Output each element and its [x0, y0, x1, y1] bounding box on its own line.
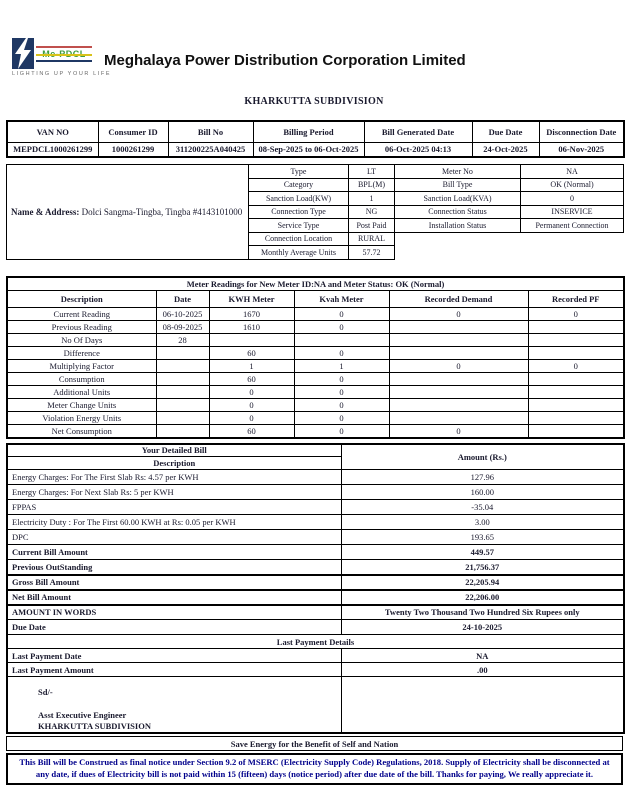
charge-desc: Electricity Duty : For The First 60.00 KWH at Rs: 0.05 per KWH [7, 515, 341, 530]
detail-label: Meter No [395, 165, 521, 179]
cell: 08-09-2025 [156, 321, 209, 334]
table-row [7, 142, 624, 157]
meter-table-title-row [7, 277, 624, 291]
detail-value: BPL(M) [349, 178, 395, 192]
cell: 0 [294, 412, 389, 425]
table-row [7, 321, 624, 334]
last-payment-date-label: Last Payment Date [7, 649, 341, 663]
detail-value: INSERVICE [521, 205, 624, 219]
detail-label: Monthly Average Units [249, 246, 349, 260]
cell [294, 334, 389, 347]
cell: 0 [294, 386, 389, 399]
charge-desc: Energy Charges: For The First Slab Rs: 4.57 per KWH [7, 470, 341, 485]
total-row [7, 545, 624, 560]
cell: 0 [389, 360, 528, 373]
table-row [7, 373, 624, 386]
col-header: Kvah Meter [294, 291, 389, 308]
col-header: Consumer ID [98, 121, 168, 142]
bill-generated-date: 06-Oct-2025 04:13 [364, 142, 472, 157]
cell: 0 [389, 425, 528, 438]
signature-block [7, 677, 341, 734]
detail-label: Category [249, 178, 349, 192]
detail-label: Service Type [249, 219, 349, 233]
cell [156, 373, 209, 386]
table-header-row [7, 121, 624, 142]
table-row [7, 399, 624, 412]
col-header: Date [156, 291, 209, 308]
cell [389, 386, 528, 399]
detail-label: Sanction Load(KW) [249, 192, 349, 206]
cell: 1610 [209, 321, 294, 334]
cell [528, 399, 624, 412]
detail-label: Connection Type [249, 205, 349, 219]
last-payment-title-row [7, 635, 624, 649]
empty-cell [395, 246, 624, 260]
description-header: Description [7, 457, 341, 470]
detail-value: RURAL [349, 232, 395, 246]
cell: No Of Days [7, 334, 156, 347]
detail-value: 0 [521, 192, 624, 206]
detail-value: LT [349, 165, 395, 179]
logo-strike-line [36, 54, 92, 56]
cell [156, 347, 209, 360]
name-address-label: Name & Address: [11, 206, 80, 217]
total-row [7, 605, 624, 620]
cell: 0 [294, 308, 389, 321]
cell [389, 334, 528, 347]
amount-header: Amount (Rs.) [341, 444, 624, 470]
empty-cell [341, 677, 624, 734]
consumer-id: 1000261299 [98, 142, 168, 157]
amount-in-words-value: Twenty Two Thousand Two Hundred Six Rupees only [341, 605, 624, 620]
table-header-row [7, 291, 624, 308]
total-label: Previous OutStanding [7, 560, 341, 575]
billing-period: 08-Sep-2025 to 06-Oct-2025 [253, 142, 364, 157]
cell: Multiplying Factor [7, 360, 156, 373]
due-date-value: 24-10-2025 [341, 620, 624, 635]
cell [528, 386, 624, 399]
cell: 60 [209, 425, 294, 438]
col-header: Due Date [472, 121, 539, 142]
detail-label: Connection Location [249, 232, 349, 246]
bill-title: Your Detailed Bill [7, 444, 341, 457]
cell [389, 412, 528, 425]
total-amount: 22,206.00 [341, 590, 624, 605]
detail-value: Post Paid [349, 219, 395, 233]
charge-amount: -35.04 [341, 500, 624, 515]
total-label: Net Bill Amount [7, 590, 341, 605]
cell: 1 [209, 360, 294, 373]
bill-info-table [6, 120, 625, 158]
total-label: Current Bill Amount [7, 545, 341, 560]
empty-cell [395, 232, 624, 246]
cell: Consumption [7, 373, 156, 386]
total-row [7, 560, 624, 575]
charge-row [7, 500, 624, 515]
company-name: Meghalaya Power Distribution Corporation Limited [104, 52, 466, 69]
col-header: Bill Generated Date [364, 121, 472, 142]
connection-details-table [6, 164, 624, 260]
table-row [7, 165, 624, 179]
cell: Current Reading [7, 308, 156, 321]
col-header: Bill No [168, 121, 253, 142]
table-row [7, 412, 624, 425]
cell: 0 [294, 321, 389, 334]
detail-value: 57.72 [349, 246, 395, 260]
save-energy-text: Save Energy for the Benefit of Self and Nation [230, 738, 399, 749]
table-row [7, 347, 624, 360]
signature-office: KHARKUTTA SUBDIVISION [38, 721, 151, 732]
cell [156, 425, 209, 438]
logo-bottom-line [36, 60, 92, 62]
cell: 60 [209, 373, 294, 386]
cell [156, 360, 209, 373]
table-row [7, 334, 624, 347]
total-amount: 21,756.37 [341, 560, 624, 575]
due-date-label: Due Date [7, 620, 341, 635]
charge-amount: 3.00 [341, 515, 624, 530]
amount-in-words-label: AMOUNT IN WORDS [7, 605, 341, 620]
total-amount: 449.57 [341, 545, 624, 560]
subdivision-title: KHARKUTTA SUBDIVISION [244, 96, 384, 107]
signature-sd: Sd/- [38, 687, 53, 697]
charge-amount: 193.65 [341, 530, 624, 545]
name-address-cell [7, 165, 249, 260]
cell [156, 399, 209, 412]
cell [389, 399, 528, 412]
cell: 0 [389, 308, 528, 321]
cell [389, 373, 528, 386]
detail-label: Installation Status [395, 219, 521, 233]
cell: 0 [294, 373, 389, 386]
cell: Additional Units [7, 386, 156, 399]
cell [528, 334, 624, 347]
logo-tagline: LIGHTING UP YOUR LIFE [12, 71, 112, 77]
final-notice-text: This Bill will be Construed as final notice under Section 9.2 of MSERC (Electricity Supply Code) Regulations, 2018. Supply of Electricity shall be disconnected at any date, if dues of Electricity bill is not paid within 15 (fifteen) days (notice period) after due date of the bill. Thanks for paying, We really appreciate it. [19, 757, 610, 779]
document-header [12, 38, 623, 77]
charge-row [7, 470, 624, 485]
cell [389, 321, 528, 334]
cell [528, 347, 624, 360]
cell: 1670 [209, 308, 294, 321]
cell: 0 [294, 425, 389, 438]
signature-spacer [38, 698, 341, 710]
last-payment-row [7, 663, 624, 677]
detail-value: OK (Normal) [521, 178, 624, 192]
meter-table-title: Meter Readings for New Meter ID:NA and Meter Status: OK (Normal) [7, 277, 624, 291]
detail-label: Type [249, 165, 349, 179]
last-payment-row [7, 649, 624, 663]
bill-no: 311200225A040425 [168, 142, 253, 157]
cell [389, 347, 528, 360]
detail-value: Permanent Connection [521, 219, 624, 233]
last-payment-title: Last Payment Details [7, 635, 624, 649]
col-header: Recorded Demand [389, 291, 528, 308]
last-payment-date-value: NA [341, 649, 624, 663]
cell [156, 386, 209, 399]
col-header: Billing Period [253, 121, 364, 142]
signature-row [7, 677, 624, 734]
meter-readings-table [6, 276, 625, 439]
signature-role: Asst Executive Engineer [38, 710, 127, 721]
detail-label: Sanction Load(KVA) [395, 192, 521, 206]
charge-row [7, 530, 624, 545]
name-address-value: Dolci Sangma-Tingba, Tingba #4143101000 [79, 206, 243, 217]
disconnection-date: 06-Nov-2025 [539, 142, 624, 157]
cell: Meter Change Units [7, 399, 156, 412]
detailed-bill-table [6, 443, 625, 735]
detail-value: 1 [349, 192, 395, 206]
charge-row [7, 485, 624, 500]
mepdcl-logo [12, 38, 112, 77]
save-energy-banner [6, 736, 623, 751]
cell: Previous Reading [7, 321, 156, 334]
last-payment-amount-label: Last Payment Amount [7, 663, 341, 677]
col-header: VAN NO [7, 121, 98, 142]
table-row [7, 425, 624, 438]
total-row [7, 575, 624, 590]
charge-desc: Energy Charges: For Next Slab Rs: 5 per KWH [7, 485, 341, 500]
logo-brand-text [36, 48, 92, 60]
cell: 0 [209, 399, 294, 412]
col-header: Disconnection Date [539, 121, 624, 142]
cell: Net Consumption [7, 425, 156, 438]
last-payment-amount-value: .00 [341, 663, 624, 677]
cell [528, 373, 624, 386]
total-row [7, 590, 624, 605]
cell: 0 [209, 412, 294, 425]
col-header: Recorded PF [528, 291, 624, 308]
cell: 60 [209, 347, 294, 360]
detail-label: Connection Status [395, 205, 521, 219]
cell [528, 321, 624, 334]
charge-desc: DPC [7, 530, 341, 545]
final-notice-box [6, 753, 623, 785]
detail-label: Bill Type [395, 178, 521, 192]
charge-amount: 127.96 [341, 470, 624, 485]
table-row [7, 360, 624, 373]
cell: 0 [528, 308, 624, 321]
table-row [7, 386, 624, 399]
cell: 0 [528, 360, 624, 373]
charge-desc: FPPAS [7, 500, 341, 515]
charge-row [7, 515, 624, 530]
cell: Violation Energy Units [7, 412, 156, 425]
detail-value: NA [521, 165, 624, 179]
col-header: KWH Meter [209, 291, 294, 308]
cell [156, 412, 209, 425]
total-row [7, 620, 624, 635]
table-header-row [7, 444, 624, 457]
van-no: MEPDCL1000261299 [7, 142, 98, 157]
cell: 0 [294, 399, 389, 412]
cell [528, 412, 624, 425]
charge-amount: 160.00 [341, 485, 624, 500]
lightning-bolt-icon [12, 38, 34, 69]
detail-value: NG [349, 205, 395, 219]
table-row [7, 308, 624, 321]
cell: 06-10-2025 [156, 308, 209, 321]
cell: 28 [156, 334, 209, 347]
cell: Difference [7, 347, 156, 360]
col-header: Description [7, 291, 156, 308]
cell [209, 334, 294, 347]
cell: 0 [209, 386, 294, 399]
cell: 1 [294, 360, 389, 373]
total-label: Gross Bill Amount [7, 575, 341, 590]
cell: 0 [294, 347, 389, 360]
due-date: 24-Oct-2025 [472, 142, 539, 157]
total-amount: 22,205.94 [341, 575, 624, 590]
cell [528, 425, 624, 438]
